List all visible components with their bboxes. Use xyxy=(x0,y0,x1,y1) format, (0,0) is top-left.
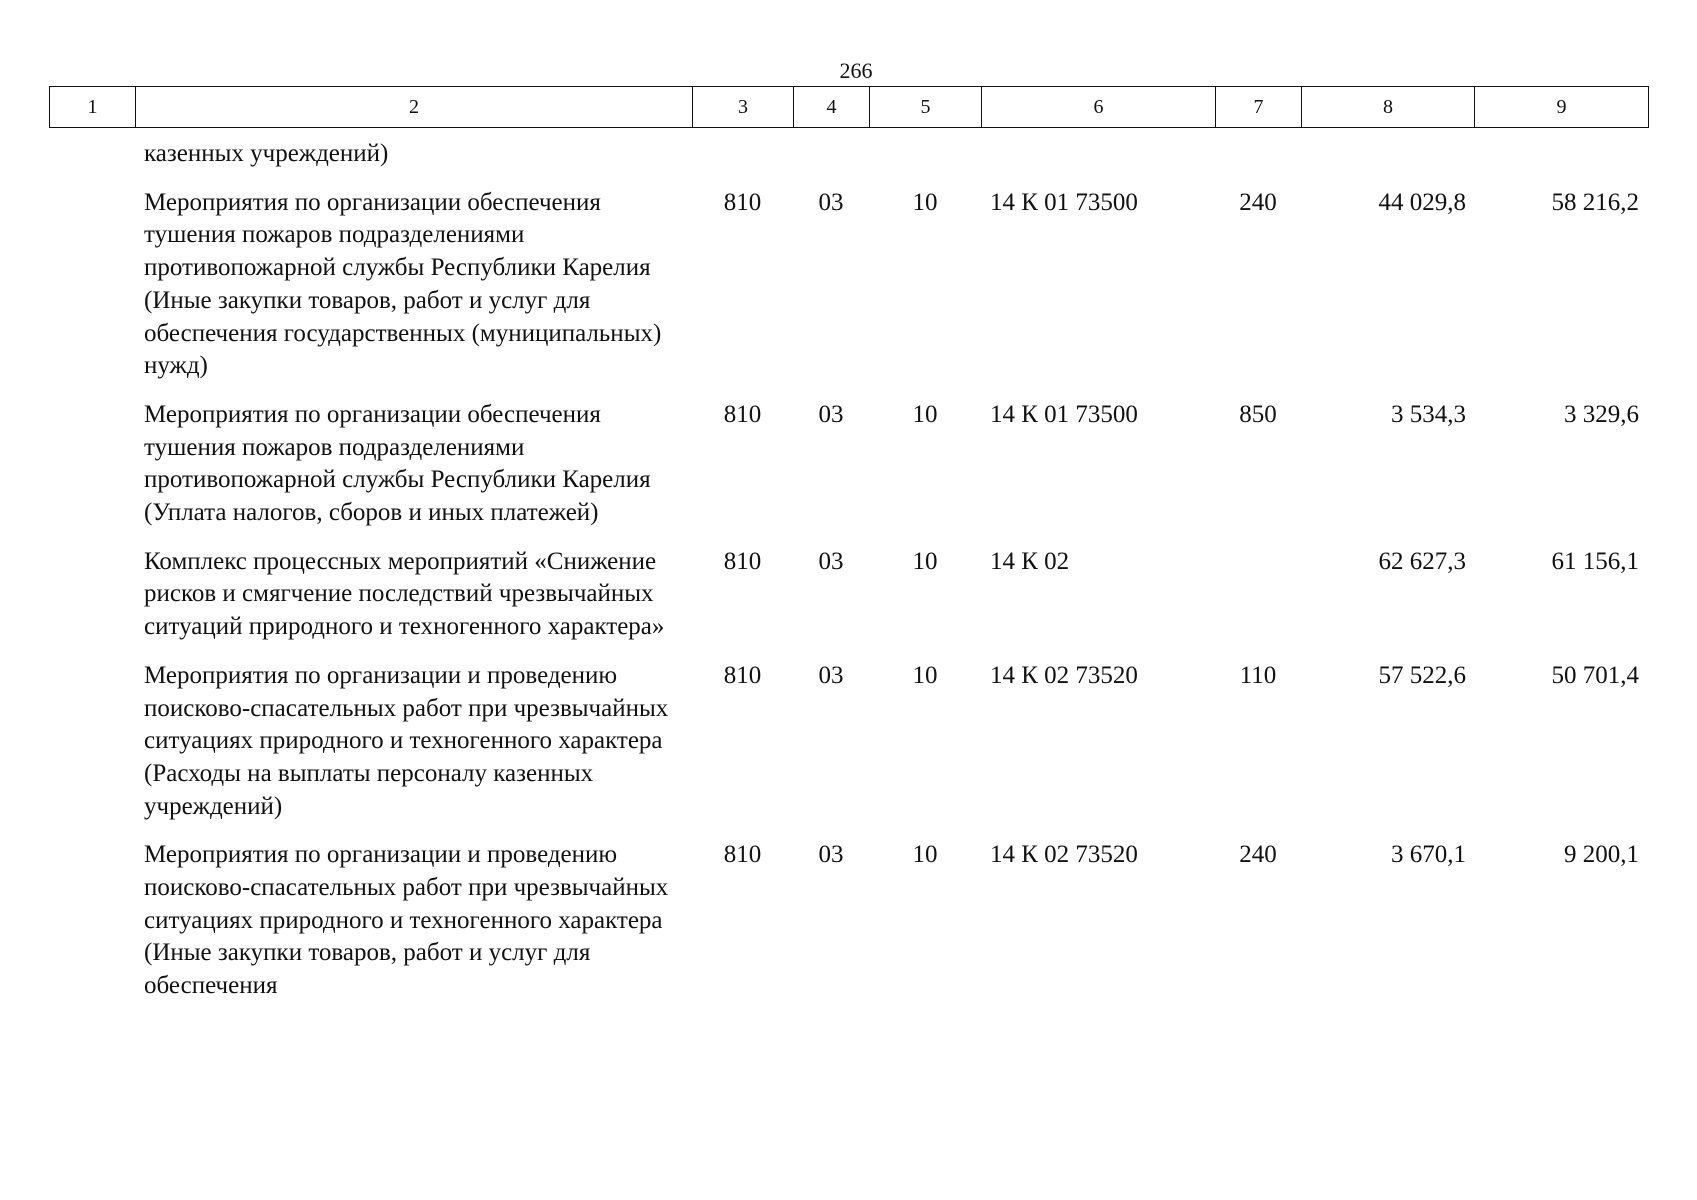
cell-col-9 xyxy=(1474,138,1647,171)
header-col-6: 6 xyxy=(982,87,1216,127)
cell-col-8 xyxy=(1301,138,1474,171)
cell-col-6: 14 К 02 73520 xyxy=(990,661,1138,689)
table-row xyxy=(49,399,1647,530)
cell-col-4: 03 xyxy=(818,188,844,216)
table-body xyxy=(49,138,1647,1003)
header-col-8: 8 xyxy=(1302,87,1475,127)
cell-col-7 xyxy=(1215,138,1301,171)
cell-col-9: 58 216,2 xyxy=(1551,188,1639,216)
cell-col-6 xyxy=(981,138,1215,171)
cell-col-5: 10 xyxy=(912,661,938,689)
cell-col-4 xyxy=(793,138,869,171)
table-row xyxy=(49,546,1647,644)
cell-col-7: 240 xyxy=(1239,841,1277,869)
cell-name: Комплекс процессных мероприятий «Снижение рисков и смягчение последствий чрезвычайных ситуаций природного и техногенного характера» xyxy=(144,547,665,641)
cell-col-8: 57 522,6 xyxy=(1378,661,1466,689)
cell-col-3: 810 xyxy=(723,188,762,216)
cell-col-6: 14 К 01 73500 xyxy=(990,400,1138,428)
cell-col-3 xyxy=(692,138,793,171)
cell-name: Мероприятия по организации и проведению поисково-спасательных работ при чрезвычайных ситуациях природного и техногенного характера (Расходы на выплаты персоналу казенных учреждений) xyxy=(144,661,669,820)
header-col-7: 7 xyxy=(1216,87,1302,127)
cell-col-3: 810 xyxy=(723,547,762,575)
cell-col-5 xyxy=(869,138,981,171)
header-col-9: 9 xyxy=(1556,95,1567,118)
table-row xyxy=(49,138,1647,171)
cell-col-4: 03 xyxy=(818,661,844,689)
table-row xyxy=(49,187,1647,383)
cell-name: Мероприятия по организации обеспечения тушения пожаров подразделениями противопожарной службы Республики Карелия (Иные закупки товаров, работ и услуг для обеспечения государственных (муниципальных) нужд) xyxy=(144,188,662,380)
cell-col-3: 810 xyxy=(723,841,762,869)
cell-col-7: 850 xyxy=(1239,400,1277,428)
table-row xyxy=(49,839,1647,1003)
header-col-3: 3 xyxy=(693,87,794,127)
cell-col-5: 10 xyxy=(912,400,938,428)
cell-col-6: 14 К 01 73500 xyxy=(990,188,1138,216)
header-col-2: 2 xyxy=(136,87,693,127)
cell-col-3: 810 xyxy=(723,400,762,428)
cell-name: казенных учреждений) xyxy=(144,140,389,167)
table-row xyxy=(49,660,1647,824)
cell-col-7 xyxy=(1215,546,1301,644)
cell-col-5: 10 xyxy=(912,547,938,575)
cell-col-8: 62 627,3 xyxy=(1378,547,1466,575)
cell-col-4: 03 xyxy=(818,841,844,869)
cell-col-3: 810 xyxy=(723,661,762,689)
header-col-5: 5 xyxy=(870,87,982,127)
cell-col-8: 3 534,3 xyxy=(1391,400,1466,428)
cell-col-8: 3 670,1 xyxy=(1391,841,1466,869)
cell-col-9: 61 156,1 xyxy=(1551,547,1639,575)
cell-name: Мероприятия по организации обеспечения тушения пожаров подразделениями противопожарной службы Республики Карелия (Уплата налогов, сборов и иных платежей) xyxy=(144,400,651,527)
cell-name: Мероприятия по организации и проведению поисково-спасательных работ при чрезвычайных ситуациях природного и техногенного характера (Иные закупки товаров, работ и услуг для обеспечения xyxy=(144,841,669,1000)
cell-col-9: 3 329,6 xyxy=(1564,400,1639,428)
cell-col-6: 14 К 02 xyxy=(990,547,1070,575)
cell-col-4: 03 xyxy=(818,400,844,428)
cell-col-7: 240 xyxy=(1239,188,1277,216)
header-col-1: 1 xyxy=(50,87,136,127)
page-number: 266 xyxy=(839,58,873,83)
header-col-4: 4 xyxy=(794,87,870,127)
cell-col-9: 50 701,4 xyxy=(1551,661,1639,689)
cell-col-7: 110 xyxy=(1239,661,1277,689)
cell-col-8: 44 029,8 xyxy=(1378,188,1466,216)
cell-col-5: 10 xyxy=(912,188,938,216)
cell-col-6: 14 К 02 73520 xyxy=(990,841,1138,869)
cell-col-4: 03 xyxy=(818,547,844,575)
table-header xyxy=(49,86,1649,128)
cell-col-9: 9 200,1 xyxy=(1564,841,1639,869)
cell-col-5: 10 xyxy=(912,841,938,869)
